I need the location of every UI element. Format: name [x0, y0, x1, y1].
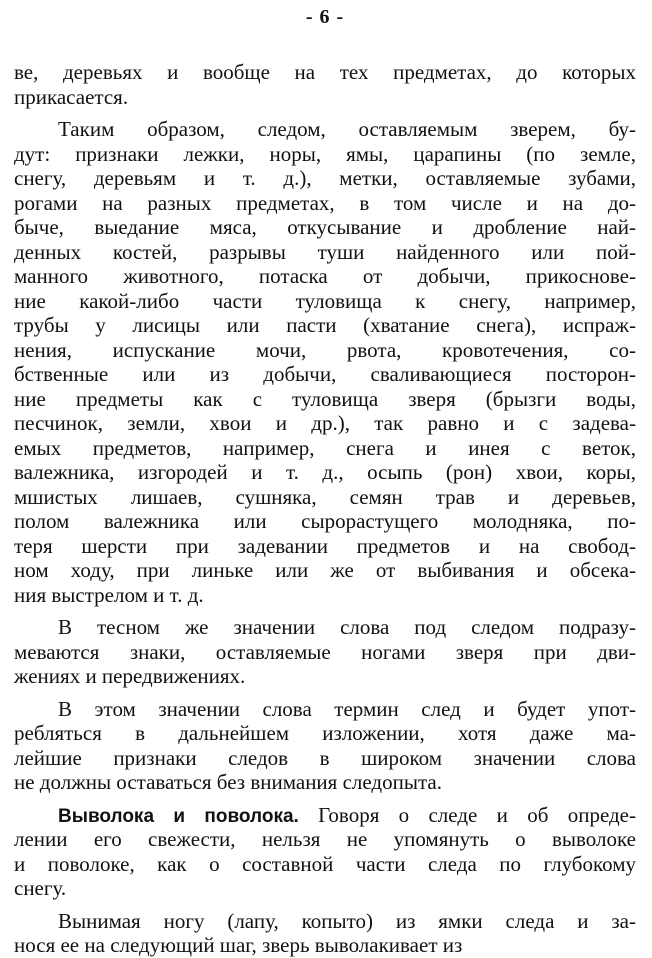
body-text: [14, 60, 636, 958]
paragraph: [14, 697, 636, 795]
text-line: [14, 803, 636, 828]
text-line: нося ее на следующий шаг, зверь выволакивает из: [14, 933, 463, 957]
section-run-in-heading: Выволока и поволока.: [58, 805, 299, 827]
text-line: мшистых лишаев, сушняка, семян трав и деревьев,: [14, 484, 636, 509]
text-line: трубы у лисицы или пасти (хватание снега), испраж-: [14, 313, 636, 337]
text-line: Таким образом, следом, оставляемым зверем, бу-: [58, 117, 636, 141]
text-line: полом валежника или сырорастущего молодняка, по-: [14, 509, 636, 533]
paragraph-gap: [14, 901, 636, 909]
text-line: Вынимая ногу (лапу, копыто) из ямки следа и за-: [58, 908, 636, 933]
text-line: не должны оставаться без внимания следопыта.: [14, 770, 442, 794]
text-line: теря шерсти при задевании предметов и на свобод-: [14, 533, 636, 558]
text-line: дут: признаки лежки, норы, ямы, царапины (по земле,: [14, 141, 636, 166]
text-line: песчинок, земли, хвои и др.), так равно и с задева-: [14, 411, 636, 435]
text-line: снегу.: [14, 876, 67, 900]
paragraph-gap: [14, 607, 636, 615]
paragraph: [14, 60, 636, 109]
text-line: ние какой-либо части туловища к снегу, например,: [14, 288, 636, 313]
paragraph: [14, 117, 636, 607]
text-line: ние предметы как с туловища зверя (брызги воды,: [14, 386, 636, 411]
text-line: быче, выедание мяса, откусывание и дробление най-: [14, 215, 636, 239]
text-line: В этом значении слова термин след и будет упот-: [58, 696, 636, 721]
paragraph: [14, 803, 636, 901]
text-line: ния выстрелом и т. д.: [14, 582, 204, 607]
text-line: лейшие признаки следов в широком значении слова: [14, 745, 636, 770]
text-line: и поволоке, как о составной части следа по глубокому: [14, 851, 636, 876]
text-line: лении его свежести, нельзя не упомянуть о выволоке: [14, 827, 636, 851]
text-line: снегу, деревьям и т. д.), метки, оставляемые зубами,: [14, 166, 636, 190]
text-line: ном ходу, при линьке или же от выбивания и обсека-: [14, 558, 636, 582]
text-line: нения, испускание мочи, рвота, кровотечения, со-: [14, 337, 636, 362]
paragraph-gap: [14, 795, 636, 803]
text-line: денных костей, разрывы туши найденного или пой-: [14, 239, 636, 264]
text-line: емых предметов, например, снега и инея с веток,: [14, 435, 636, 460]
text-line: В тесном же значении слова под следом подразу-: [58, 615, 636, 639]
paragraph-gap: [14, 689, 636, 697]
paragraph-gap: [14, 109, 636, 117]
document-page: [14, 0, 636, 957]
paragraph: [14, 909, 636, 958]
paragraph: [14, 615, 636, 689]
text-line: манного животного, потаска от добычи, прикоснове-: [14, 264, 636, 288]
text-line: рогами на разных предметах, в том числе и на до-: [14, 190, 636, 215]
text-line: жениях и передвижениях.: [14, 664, 246, 688]
text-line: бственные или из добычи, сваливающиеся посторон-: [14, 362, 636, 386]
text-line: ве, деревьях и вообще на тех предметах, до которых: [14, 60, 636, 84]
text-line: ребляться в дальнейшем изложении, хотя даже ма-: [14, 721, 636, 745]
page-number: - 6 -: [305, 6, 345, 28]
line-text: Говоря о следе и об опреде-: [298, 802, 636, 827]
text-line: валежника, изгородей и т. д., осыпь (рон) хвои, коры,: [14, 460, 636, 484]
text-line: прикасается.: [14, 84, 129, 109]
text-line: меваются знаки, оставляемые ногами зверя при дви-: [14, 639, 636, 664]
